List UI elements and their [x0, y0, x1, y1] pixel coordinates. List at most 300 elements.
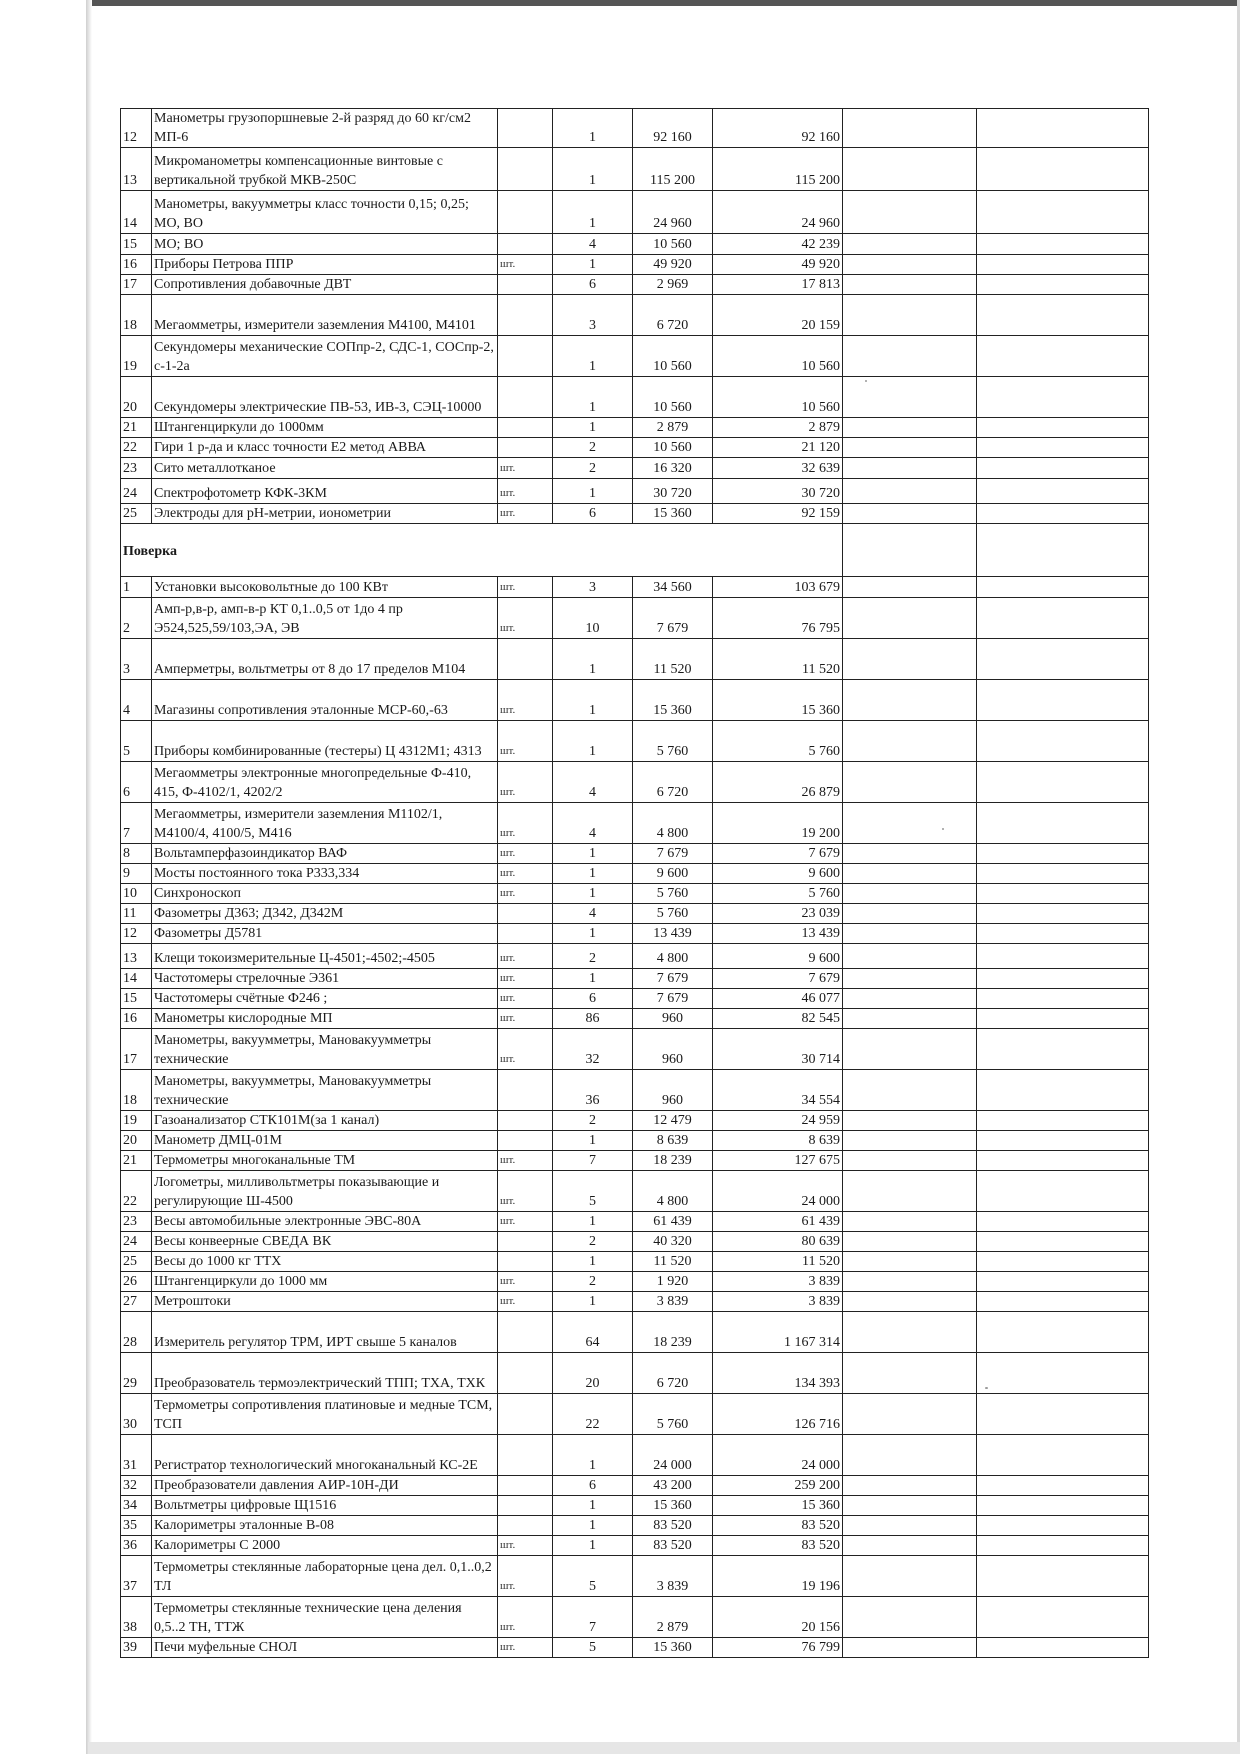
item-name: Клещи токоизмерительные Ц-4501;-4502;-4505	[152, 944, 498, 969]
empty-cell	[977, 109, 1149, 148]
item-name: Манометры грузопоршневые 2-й разряд до 60 кг/см2 МП-6	[152, 109, 498, 148]
item-total: 126 716	[713, 1394, 843, 1435]
table-row	[121, 1394, 1149, 1435]
empty-cell	[843, 191, 977, 234]
item-unit: шт.	[498, 458, 553, 479]
empty-cell	[843, 577, 977, 598]
empty-cell	[977, 1151, 1149, 1171]
item-price: 5 760	[633, 721, 713, 762]
empty-cell	[977, 1171, 1149, 1212]
item-quantity: 1	[553, 1252, 633, 1272]
table-row	[121, 1435, 1149, 1476]
empty-cell	[843, 803, 977, 844]
item-quantity: 4	[553, 904, 633, 924]
empty-cell	[843, 721, 977, 762]
item-total: 19 200	[713, 803, 843, 844]
row-number: 12	[121, 924, 152, 944]
item-quantity: 22	[553, 1394, 633, 1435]
item-quantity: 5	[553, 1556, 633, 1597]
item-total: 10 560	[713, 377, 843, 418]
row-number: 17	[121, 1029, 152, 1070]
row-number: 11	[121, 904, 152, 924]
item-unit	[498, 924, 553, 944]
item-unit: шт.	[498, 1597, 553, 1638]
table-row	[121, 1272, 1149, 1292]
item-quantity: 1	[553, 1292, 633, 1312]
item-name: Амперметры, вольтметры от 8 до 17 пределов М104	[152, 639, 498, 680]
empty-cell	[977, 458, 1149, 479]
item-price: 3 839	[633, 1556, 713, 1597]
row-number: 20	[121, 1131, 152, 1151]
item-total: 30 714	[713, 1029, 843, 1070]
item-unit	[498, 438, 553, 458]
item-price: 4 800	[633, 1171, 713, 1212]
item-price: 43 200	[633, 1476, 713, 1496]
section-title: Поверка	[121, 524, 843, 577]
item-name: Фазометры Д5781	[152, 924, 498, 944]
item-total: 3 839	[713, 1292, 843, 1312]
item-quantity: 1	[553, 336, 633, 377]
item-price: 2 879	[633, 418, 713, 438]
table-row	[121, 438, 1149, 458]
table-row	[121, 234, 1149, 255]
row-number: 29	[121, 1353, 152, 1394]
item-name: Манометры, вакуумметры, Мановакуумметры технические	[152, 1070, 498, 1111]
table-row	[121, 1232, 1149, 1252]
item-total: 20 156	[713, 1597, 843, 1638]
empty-cell	[977, 1292, 1149, 1312]
empty-cell	[977, 884, 1149, 904]
row-number: 17	[121, 275, 152, 295]
row-number: 26	[121, 1272, 152, 1292]
item-quantity: 3	[553, 295, 633, 336]
item-total: 15 360	[713, 680, 843, 721]
table-row	[121, 336, 1149, 377]
item-price: 83 520	[633, 1536, 713, 1556]
item-total: 24 960	[713, 191, 843, 234]
item-quantity: 1	[553, 191, 633, 234]
table-row	[121, 1252, 1149, 1272]
table-row	[121, 969, 1149, 989]
item-quantity: 1	[553, 639, 633, 680]
item-quantity: 1	[553, 255, 633, 275]
item-quantity: 1	[553, 1516, 633, 1536]
item-name: Весы до 1000 кг ТТХ	[152, 1252, 498, 1272]
empty-cell	[977, 1312, 1149, 1353]
empty-cell	[843, 109, 977, 148]
table-row	[121, 884, 1149, 904]
empty-cell	[843, 524, 977, 577]
row-number: 15	[121, 234, 152, 255]
empty-cell	[843, 458, 977, 479]
empty-cell	[977, 969, 1149, 989]
item-unit: шт.	[498, 762, 553, 803]
row-number: 14	[121, 191, 152, 234]
empty-cell	[977, 1638, 1149, 1658]
item-unit: шт.	[498, 577, 553, 598]
empty-cell	[977, 438, 1149, 458]
empty-cell	[977, 1252, 1149, 1272]
item-name: Газоанализатор СТК101М(за 1 канал)	[152, 1111, 498, 1131]
table-row	[121, 458, 1149, 479]
item-name: Спектрофотометр КФК-3КМ	[152, 479, 498, 504]
item-price: 24 960	[633, 191, 713, 234]
item-total: 34 554	[713, 1070, 843, 1111]
empty-cell	[977, 234, 1149, 255]
table-row	[121, 295, 1149, 336]
table-row	[121, 1111, 1149, 1131]
empty-cell	[977, 275, 1149, 295]
item-name: Калориметры эталонные В-08	[152, 1516, 498, 1536]
item-unit	[498, 1131, 553, 1151]
item-name: Метроштоки	[152, 1292, 498, 1312]
item-name: Калориметры С 2000	[152, 1536, 498, 1556]
empty-cell	[977, 1009, 1149, 1029]
item-name: Регистратор технологический многоканальный КС-2Е	[152, 1435, 498, 1476]
item-unit: шт.	[498, 255, 553, 275]
empty-cell	[843, 1353, 977, 1394]
empty-cell	[977, 904, 1149, 924]
item-unit	[498, 1252, 553, 1272]
item-price: 6 720	[633, 762, 713, 803]
item-unit: шт.	[498, 884, 553, 904]
empty-cell	[843, 1212, 977, 1232]
row-number: 21	[121, 1151, 152, 1171]
table-row	[121, 762, 1149, 803]
table-row	[121, 680, 1149, 721]
item-unit: шт.	[498, 989, 553, 1009]
item-unit	[498, 1516, 553, 1536]
item-price: 34 560	[633, 577, 713, 598]
item-total: 83 520	[713, 1516, 843, 1536]
item-quantity: 64	[553, 1312, 633, 1353]
empty-cell	[977, 1131, 1149, 1151]
item-name: Магазины сопротивления эталонные МСР-60,-63	[152, 680, 498, 721]
item-total: 17 813	[713, 275, 843, 295]
item-price: 4 800	[633, 803, 713, 844]
item-total: 103 679	[713, 577, 843, 598]
row-number: 23	[121, 1212, 152, 1232]
item-total: 7 679	[713, 969, 843, 989]
table-row	[121, 844, 1149, 864]
item-price: 960	[633, 1070, 713, 1111]
item-total: 83 520	[713, 1536, 843, 1556]
empty-cell	[843, 1252, 977, 1272]
item-name: Электроды для pH-метрии, ионометрии	[152, 504, 498, 524]
item-price: 92 160	[633, 109, 713, 148]
table-row	[121, 1151, 1149, 1171]
item-price: 61 439	[633, 1212, 713, 1232]
item-quantity: 1	[553, 1435, 633, 1476]
item-total: 19 196	[713, 1556, 843, 1597]
item-total: 92 159	[713, 504, 843, 524]
item-price: 12 479	[633, 1111, 713, 1131]
item-price: 7 679	[633, 844, 713, 864]
table-row	[121, 1212, 1149, 1232]
empty-cell	[977, 1536, 1149, 1556]
item-quantity: 1	[553, 884, 633, 904]
empty-cell	[843, 1029, 977, 1070]
item-unit	[498, 1394, 553, 1435]
empty-cell	[977, 191, 1149, 234]
item-quantity: 1	[553, 1131, 633, 1151]
item-name: Термометры сопротивления платиновые и медные ТСМ, ТСП	[152, 1394, 498, 1435]
item-price: 4 800	[633, 944, 713, 969]
item-unit	[498, 234, 553, 255]
table-row	[121, 1070, 1149, 1111]
item-quantity: 20	[553, 1353, 633, 1394]
item-name: Микроманометры компенсационные винтовые с вертикальной трубкой МКВ-250С	[152, 148, 498, 191]
item-unit	[498, 148, 553, 191]
row-number: 5	[121, 721, 152, 762]
item-quantity: 1	[553, 844, 633, 864]
table-row	[121, 1496, 1149, 1516]
row-number: 27	[121, 1292, 152, 1312]
item-price: 2 879	[633, 1597, 713, 1638]
table-row	[121, 803, 1149, 844]
empty-cell	[977, 255, 1149, 275]
item-unit	[498, 275, 553, 295]
item-total: 24 000	[713, 1171, 843, 1212]
item-name: МО; ВО	[152, 234, 498, 255]
item-name: Мегаомметры, измерители заземления М1102/1, М4100/4, 4100/5, М416	[152, 803, 498, 844]
empty-cell	[843, 680, 977, 721]
empty-cell	[977, 924, 1149, 944]
row-number: 36	[121, 1536, 152, 1556]
item-name: Сито металлотканое	[152, 458, 498, 479]
item-total: 23 039	[713, 904, 843, 924]
item-total: 20 159	[713, 295, 843, 336]
table-row	[121, 1029, 1149, 1070]
table-row	[121, 504, 1149, 524]
row-number: 6	[121, 762, 152, 803]
item-quantity: 6	[553, 275, 633, 295]
item-name: Мегаомметры, измерители заземления М4100, М4101	[152, 295, 498, 336]
item-total: 11 520	[713, 639, 843, 680]
row-number: 39	[121, 1638, 152, 1658]
empty-cell	[843, 1476, 977, 1496]
item-price: 5 760	[633, 1394, 713, 1435]
item-price: 10 560	[633, 336, 713, 377]
empty-cell	[977, 598, 1149, 639]
item-name: Манометры, вакуумметры, Мановакуумметры технические	[152, 1029, 498, 1070]
item-name: Весы автомобильные электронные ЭВС-80А	[152, 1212, 498, 1232]
item-price: 15 360	[633, 504, 713, 524]
item-total: 92 160	[713, 109, 843, 148]
empty-cell	[977, 1029, 1149, 1070]
item-unit	[498, 377, 553, 418]
empty-cell	[843, 1394, 977, 1435]
price-table-body	[121, 109, 1149, 1658]
empty-cell	[977, 1394, 1149, 1435]
item-price: 13 439	[633, 924, 713, 944]
table-row	[121, 148, 1149, 191]
empty-cell	[843, 1292, 977, 1312]
row-number: 35	[121, 1516, 152, 1536]
row-number: 16	[121, 1009, 152, 1029]
item-total: 8 639	[713, 1131, 843, 1151]
item-unit: шт.	[498, 969, 553, 989]
empty-cell	[843, 639, 977, 680]
item-total: 46 077	[713, 989, 843, 1009]
item-quantity: 1	[553, 864, 633, 884]
item-price: 15 360	[633, 680, 713, 721]
empty-cell	[977, 844, 1149, 864]
row-number: 8	[121, 844, 152, 864]
item-price: 40 320	[633, 1232, 713, 1252]
row-number: 13	[121, 148, 152, 191]
item-name: Манометры, вакуумметры класс точности 0,15; 0,25; МО, ВО	[152, 191, 498, 234]
row-number: 16	[121, 255, 152, 275]
item-total: 21 120	[713, 438, 843, 458]
item-price: 11 520	[633, 1252, 713, 1272]
empty-cell	[977, 524, 1149, 577]
item-unit	[498, 1111, 553, 1131]
item-unit: шт.	[498, 479, 553, 504]
item-price: 30 720	[633, 479, 713, 504]
row-number: 25	[121, 504, 152, 524]
item-quantity: 1	[553, 1496, 633, 1516]
item-name: Фазометры Д363; Д342, Д342М	[152, 904, 498, 924]
item-unit: шт.	[498, 1212, 553, 1232]
item-price: 5 760	[633, 904, 713, 924]
item-unit	[498, 418, 553, 438]
item-price: 7 679	[633, 989, 713, 1009]
empty-cell	[977, 1272, 1149, 1292]
item-name: Сопротивления добавочные ДВТ	[152, 275, 498, 295]
empty-cell	[843, 1435, 977, 1476]
item-price: 6 720	[633, 1353, 713, 1394]
empty-cell	[843, 148, 977, 191]
item-name: Гири 1 р-да и класс точности Е2 метод АВВА	[152, 438, 498, 458]
empty-cell	[843, 1312, 977, 1353]
item-total: 32 639	[713, 458, 843, 479]
scan-top-edge	[88, 0, 1240, 6]
item-name: Штангенциркули до 1000 мм	[152, 1272, 498, 1292]
empty-cell	[843, 1638, 977, 1658]
table-row	[121, 989, 1149, 1009]
item-quantity: 2	[553, 438, 633, 458]
empty-cell	[977, 1353, 1149, 1394]
empty-cell	[843, 989, 977, 1009]
empty-cell	[843, 1496, 977, 1516]
item-unit	[498, 336, 553, 377]
item-price: 49 920	[633, 255, 713, 275]
row-number: 10	[121, 884, 152, 904]
item-unit: шт.	[498, 504, 553, 524]
row-number: 18	[121, 1070, 152, 1111]
empty-cell	[977, 762, 1149, 803]
item-total: 80 639	[713, 1232, 843, 1252]
item-total: 3 839	[713, 1272, 843, 1292]
item-price: 7 679	[633, 969, 713, 989]
empty-cell	[977, 1232, 1149, 1252]
item-name: Манометр ДМЦ-01М	[152, 1131, 498, 1151]
row-number: 22	[121, 1171, 152, 1212]
item-quantity: 7	[553, 1597, 633, 1638]
item-unit	[498, 1476, 553, 1496]
empty-cell	[843, 884, 977, 904]
item-total: 76 795	[713, 598, 843, 639]
item-price: 960	[633, 1009, 713, 1029]
item-name: Печи муфельные СНОЛ	[152, 1638, 498, 1658]
table-row	[121, 598, 1149, 639]
item-price: 9 600	[633, 864, 713, 884]
item-price: 83 520	[633, 1516, 713, 1536]
item-quantity: 4	[553, 803, 633, 844]
item-unit	[498, 1312, 553, 1353]
item-total: 10 560	[713, 336, 843, 377]
row-number: 18	[121, 295, 152, 336]
empty-cell	[843, 336, 977, 377]
item-total: 115 200	[713, 148, 843, 191]
empty-cell	[843, 377, 977, 418]
item-unit: шт.	[498, 598, 553, 639]
table-row	[121, 944, 1149, 969]
item-unit: шт.	[498, 1029, 553, 1070]
empty-cell	[977, 148, 1149, 191]
item-name: Приборы Петрова ППР	[152, 255, 498, 275]
empty-cell	[843, 1070, 977, 1111]
item-quantity: 1	[553, 721, 633, 762]
item-quantity: 1	[553, 377, 633, 418]
empty-cell	[977, 377, 1149, 418]
empty-cell	[843, 944, 977, 969]
row-number: 30	[121, 1394, 152, 1435]
empty-cell	[843, 1131, 977, 1151]
row-number: 2	[121, 598, 152, 639]
item-quantity: 1	[553, 969, 633, 989]
item-price: 5 760	[633, 884, 713, 904]
item-total: 49 920	[713, 255, 843, 275]
item-name: Частотомеры счётные Ф246 ;	[152, 989, 498, 1009]
item-name: Вольтметры цифровые Щ1516	[152, 1496, 498, 1516]
table-row	[121, 1171, 1149, 1212]
item-unit	[498, 295, 553, 336]
item-quantity: 1	[553, 479, 633, 504]
row-number: 31	[121, 1435, 152, 1476]
empty-cell	[843, 438, 977, 458]
table-row	[121, 1597, 1149, 1638]
item-quantity: 3	[553, 577, 633, 598]
item-price: 6 720	[633, 295, 713, 336]
item-total: 5 760	[713, 884, 843, 904]
item-price: 15 360	[633, 1496, 713, 1516]
empty-cell	[843, 762, 977, 803]
item-quantity: 6	[553, 1476, 633, 1496]
item-name: Преобразователи давления АИР-10Н-ДИ	[152, 1476, 498, 1496]
table-row	[121, 1292, 1149, 1312]
price-table	[120, 108, 1149, 1658]
item-price: 16 320	[633, 458, 713, 479]
scan-bottom-edge	[88, 1742, 1240, 1754]
row-number: 24	[121, 1232, 152, 1252]
item-price: 115 200	[633, 148, 713, 191]
empty-cell	[843, 418, 977, 438]
row-number: 21	[121, 418, 152, 438]
item-name: Преобразователь термоэлектрический ТПП; ТХА, ТХК	[152, 1353, 498, 1394]
empty-cell	[843, 1536, 977, 1556]
item-total: 2 879	[713, 418, 843, 438]
item-total: 30 720	[713, 479, 843, 504]
empty-cell	[977, 989, 1149, 1009]
item-quantity: 5	[553, 1638, 633, 1658]
table-row	[121, 864, 1149, 884]
item-quantity: 2	[553, 1272, 633, 1292]
item-total: 134 393	[713, 1353, 843, 1394]
empty-cell	[843, 864, 977, 884]
item-name: Весы конвеерные СВЕДА ВК	[152, 1232, 498, 1252]
